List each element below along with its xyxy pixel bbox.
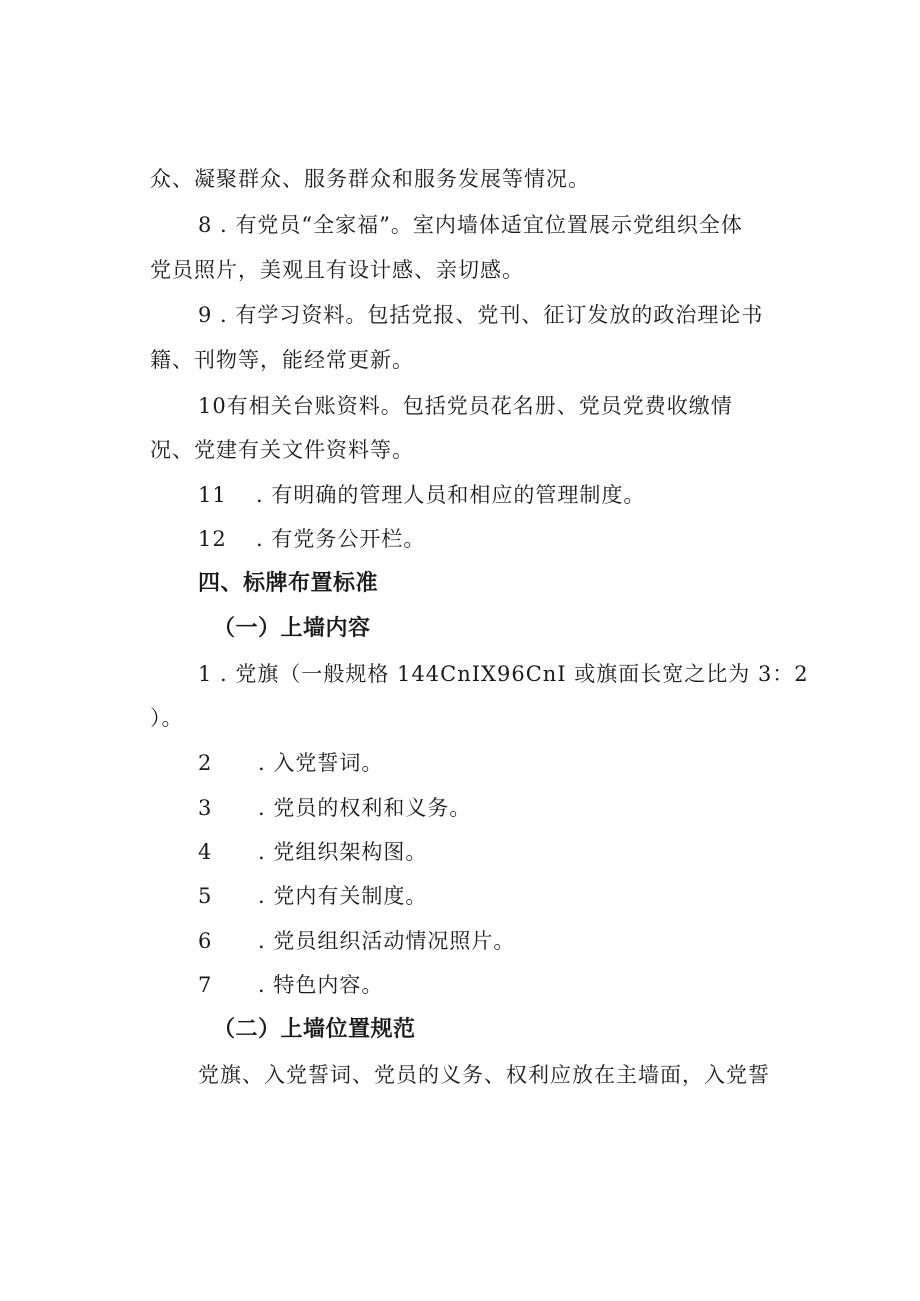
list-number: 2 xyxy=(198,751,213,775)
subsection-heading: （一）上墙内容 xyxy=(213,616,371,641)
list-item xyxy=(198,881,427,911)
list-text: . 党组织架构图。 xyxy=(258,840,428,864)
list-item xyxy=(198,926,515,956)
paragraph-line: 党员照片，美观且有设计感、亲切感。 xyxy=(150,258,524,282)
list-number: 7 xyxy=(198,973,213,997)
paragraph-line: 9 . 有学习资料。包括党报、党刊、征订发放的政治理论书 xyxy=(198,303,764,327)
list-number: 4 xyxy=(198,840,213,864)
list-number: 5 xyxy=(198,884,213,908)
list-text: . 特色内容。 xyxy=(258,973,384,997)
paragraph-line: 众、凝聚群众、服务群众和服务发展等情况。 xyxy=(150,167,590,191)
list-text: . 党员的权利和义务。 xyxy=(258,796,472,820)
list-item xyxy=(198,480,645,510)
list-number: 11 xyxy=(198,483,227,507)
paragraph-line: 10有相关台账资料。包括党员花名册、党员党费收缴情 xyxy=(198,394,733,418)
list-text: . 党员组织活动情况照片。 xyxy=(258,929,516,953)
paragraph-line: ）。 xyxy=(150,706,184,730)
paragraph-line: 籍、刊物等，能经常更新。 xyxy=(150,348,414,372)
paragraph-line: 8 . 有党员“全家福”。室内墙体适宜位置展示党组织全体 xyxy=(198,213,743,237)
list-text: . 入党誓词。 xyxy=(258,751,384,775)
paragraph-line: 况、党建有关文件资料等。 xyxy=(150,438,414,462)
section-heading: 四、标牌布置标准 xyxy=(198,571,379,596)
list-number: 6 xyxy=(198,929,213,953)
paragraph-line: 党旗、入党誓词、党员的义务、权利应放在主墙面，入党誓 xyxy=(198,1063,770,1087)
paragraph-line: 1 . 党旗（一般规格 144CnIX96CnI 或旗面长宽之比为 3：2 xyxy=(198,662,809,686)
list-item xyxy=(198,524,425,554)
list-text: . 党内有关制度。 xyxy=(258,884,428,908)
list-item xyxy=(198,748,383,778)
list-number: 3 xyxy=(198,796,213,820)
list-text: . 有党务公开栏。 xyxy=(256,527,426,551)
list-text: . 有明确的管理人员和相应的管理制度。 xyxy=(256,483,646,507)
subsection-heading: （二）上墙位置规范 xyxy=(213,1017,416,1042)
list-number: 12 xyxy=(198,527,227,551)
list-item xyxy=(198,970,383,1000)
list-item xyxy=(198,837,427,867)
list-item xyxy=(198,793,471,823)
